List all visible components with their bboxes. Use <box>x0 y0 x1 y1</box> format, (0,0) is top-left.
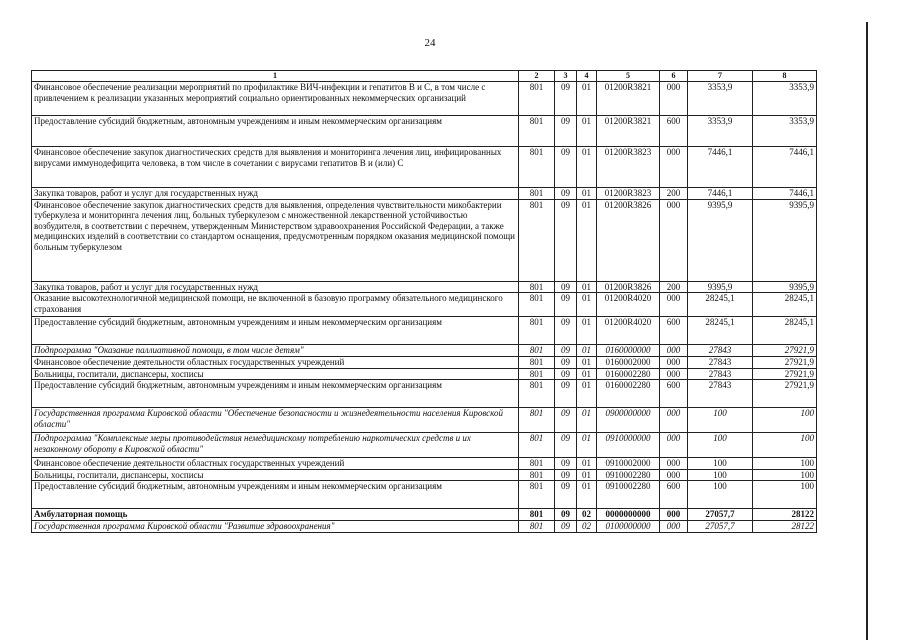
amount-col8-cell: 9395,9 <box>753 281 817 293</box>
column-header: 1 <box>32 71 519 82</box>
expense-type-cell: 000 <box>660 345 688 357</box>
row-name-cell: Закупка товаров, работ и услуг для государственных нужд <box>32 281 519 293</box>
amount-col8-cell: 100 <box>753 469 817 481</box>
row-name-cell: Государственная программа Кировской области "Обеспечение безопасности и жизнедеятельности населения Кировской области" <box>32 408 519 433</box>
target-article-cell: 0160002000 <box>597 357 660 369</box>
table-row <box>32 380 817 408</box>
target-article-cell: 0160002280 <box>597 368 660 380</box>
amount-col8-cell: 100 <box>753 481 817 509</box>
expense-type-cell: 000 <box>660 368 688 380</box>
section-code-cell: 09 <box>555 188 577 200</box>
amount-col7-cell: 100 <box>688 481 753 509</box>
amount-col8-cell: 28245,1 <box>753 317 817 345</box>
amount-col8-cell: 7446,1 <box>753 188 817 200</box>
row-name-cell: Подпрограмма "Оказание паллиативной помощи, в том числе детям" <box>32 345 519 357</box>
row-name-cell: Предоставление субсидий бюджетным, автономным учреждениям и иным некоммерческим организациям <box>32 380 519 408</box>
ministry-code-cell: 801 <box>519 380 555 408</box>
subsection-code-cell: 01 <box>577 345 597 357</box>
section-code-cell: 09 <box>555 433 577 458</box>
amount-col7-cell: 28245,1 <box>688 293 753 317</box>
row-name-cell: Финансовое обеспечение закупок диагностических средств для выявления и мониторинга лечения лиц, инфицированных вирусами иммунодефицита человека, в том числе в сочетании с вирусами гепатитов В и (или) С <box>32 147 519 188</box>
ministry-code-cell: 801 <box>519 433 555 458</box>
column-header: 5 <box>597 71 660 82</box>
table-row <box>32 116 817 147</box>
subsection-code-cell: 01 <box>577 281 597 293</box>
ministry-code-cell: 801 <box>519 469 555 481</box>
ministry-code-cell: 801 <box>519 521 555 533</box>
subsection-code-cell: 01 <box>577 433 597 458</box>
amount-col8-cell: 100 <box>753 408 817 433</box>
section-code-cell: 09 <box>555 509 577 521</box>
table-row <box>32 408 817 433</box>
amount-col7-cell: 9395,9 <box>688 199 753 281</box>
amount-col7-cell: 9395,9 <box>688 281 753 293</box>
amount-col8-cell: 27921,9 <box>753 380 817 408</box>
table-row <box>32 469 817 481</box>
row-name-cell: Подпрограмма "Комплексные меры противодействия немедицинскому потреблению наркотических средств и их незаконному обороту в Кировской области" <box>32 433 519 458</box>
ministry-code-cell: 801 <box>519 481 555 509</box>
target-article-cell: 01200R3826 <box>597 281 660 293</box>
amount-col7-cell: 100 <box>688 433 753 458</box>
ministry-code-cell: 801 <box>519 458 555 470</box>
amount-col7-cell: 28245,1 <box>688 317 753 345</box>
section-code-cell: 09 <box>555 317 577 345</box>
amount-col7-cell: 27843 <box>688 345 753 357</box>
expense-type-cell: 600 <box>660 380 688 408</box>
amount-col7-cell: 100 <box>688 408 753 433</box>
expense-type-cell: 000 <box>660 509 688 521</box>
amount-col7-cell: 3353,9 <box>688 82 753 116</box>
amount-col8-cell: 27921,9 <box>753 357 817 369</box>
amount-col7-cell: 7446,1 <box>688 147 753 188</box>
section-code-cell: 09 <box>555 147 577 188</box>
target-article-cell: 01200R3821 <box>597 116 660 147</box>
amount-col7-cell: 27057,7 <box>688 509 753 521</box>
section-code-cell: 09 <box>555 281 577 293</box>
ministry-code-cell: 801 <box>519 408 555 433</box>
amount-col7-cell: 100 <box>688 469 753 481</box>
target-article-cell: 01200R4020 <box>597 317 660 345</box>
ministry-code-cell: 801 <box>519 82 555 116</box>
table-header <box>32 71 817 82</box>
amount-col7-cell: 27843 <box>688 380 753 408</box>
target-article-cell: 01200R3826 <box>597 199 660 281</box>
row-name-cell: Финансовое обеспечение закупок диагностических средств для выявления, определения чувствительности микобактерии туберкулеза и мониторинга лечения лиц, больных туберкулезом с множественной лекарственной устойчивостью возбудителя, в соответствии с перечнем, утвержденным Министерством здравоохранения Российской Федерации, а также медицинских изделий в соответствии со стандартом оснащения, предусмотренным порядком оказания медицинской помощи больным туберкулезом <box>32 199 519 281</box>
table-row <box>32 509 817 521</box>
amount-col8-cell: 27921,9 <box>753 345 817 357</box>
amount-col8-cell: 7446,1 <box>753 147 817 188</box>
ministry-code-cell: 801 <box>519 188 555 200</box>
subsection-code-cell: 01 <box>577 368 597 380</box>
table-row <box>32 357 817 369</box>
subsection-code-cell: 01 <box>577 380 597 408</box>
ministry-code-cell: 801 <box>519 293 555 317</box>
column-number-row <box>32 71 817 82</box>
expense-type-cell: 000 <box>660 147 688 188</box>
amount-col8-cell: 28122 <box>753 521 817 533</box>
subsection-code-cell: 01 <box>577 147 597 188</box>
row-name-cell: Финансовое обеспечение деятельности областных государственных учреждений <box>32 458 519 470</box>
section-code-cell: 09 <box>555 357 577 369</box>
row-name-cell: Закупка товаров, работ и услуг для государственных нужд <box>32 188 519 200</box>
target-article-cell: 01200R4020 <box>597 293 660 317</box>
row-name-cell: Больницы, госпитали, диспансеры, хосписы <box>32 368 519 380</box>
section-code-cell: 09 <box>555 458 577 470</box>
amount-col8-cell: 3353,9 <box>753 116 817 147</box>
row-name-cell: Финансовое обеспечение реализации мероприятий по профилактике ВИЧ-инфекции и гепатитов В и С, в том числе с привлечением к реализации указанных мероприятий социально ориентированных некоммерческих организаций <box>32 82 519 116</box>
target-article-cell: 01200R3823 <box>597 188 660 200</box>
subsection-code-cell: 01 <box>577 469 597 481</box>
subsection-code-cell: 01 <box>577 293 597 317</box>
row-name-cell: Оказание высокотехнологичной медицинской помощи, не включенной в базовую программу обязательного медицинского страхования <box>32 293 519 317</box>
section-code-cell: 09 <box>555 481 577 509</box>
column-header: 4 <box>577 71 597 82</box>
target-article-cell: 0160002280 <box>597 380 660 408</box>
expense-type-cell: 000 <box>660 357 688 369</box>
table-row <box>32 199 817 281</box>
column-header: 7 <box>688 71 753 82</box>
target-article-cell: 0900000000 <box>597 408 660 433</box>
subsection-code-cell: 01 <box>577 357 597 369</box>
amount-col7-cell: 27843 <box>688 357 753 369</box>
column-header: 2 <box>519 71 555 82</box>
expense-type-cell: 000 <box>660 293 688 317</box>
expense-type-cell: 000 <box>660 458 688 470</box>
expense-type-cell: 000 <box>660 408 688 433</box>
section-code-cell: 09 <box>555 368 577 380</box>
table-row <box>32 82 817 116</box>
table-row <box>32 368 817 380</box>
ministry-code-cell: 801 <box>519 345 555 357</box>
target-article-cell: 01200R3823 <box>597 147 660 188</box>
amount-col7-cell: 3353,9 <box>688 116 753 147</box>
expense-type-cell: 000 <box>660 199 688 281</box>
expense-type-cell: 200 <box>660 188 688 200</box>
ministry-code-cell: 801 <box>519 357 555 369</box>
expense-type-cell: 000 <box>660 521 688 533</box>
target-article-cell: 0100000000 <box>597 521 660 533</box>
amount-col8-cell: 28245,1 <box>753 293 817 317</box>
section-code-cell: 09 <box>555 380 577 408</box>
amount-col7-cell: 27843 <box>688 368 753 380</box>
row-name-cell: Больницы, госпитали, диспансеры, хосписы <box>32 469 519 481</box>
section-code-cell: 09 <box>555 293 577 317</box>
subsection-code-cell: 02 <box>577 509 597 521</box>
subsection-code-cell: 01 <box>577 458 597 470</box>
target-article-cell: 0910002280 <box>597 481 660 509</box>
ministry-code-cell: 801 <box>519 317 555 345</box>
table-row <box>32 293 817 317</box>
ministry-code-cell: 801 <box>519 116 555 147</box>
subsection-code-cell: 01 <box>577 188 597 200</box>
table-row <box>32 317 817 345</box>
table-row <box>32 481 817 509</box>
table-row <box>32 521 817 533</box>
ministry-code-cell: 801 <box>519 147 555 188</box>
budget-table <box>31 70 817 533</box>
amount-col8-cell: 100 <box>753 433 817 458</box>
section-code-cell: 09 <box>555 345 577 357</box>
expense-type-cell: 600 <box>660 317 688 345</box>
row-name-cell: Предоставление субсидий бюджетным, автономным учреждениям и иным некоммерческим организациям <box>32 317 519 345</box>
expense-type-cell: 000 <box>660 82 688 116</box>
expense-type-cell: 600 <box>660 116 688 147</box>
section-code-cell: 09 <box>555 199 577 281</box>
table-row <box>32 281 817 293</box>
section-code-cell: 09 <box>555 408 577 433</box>
amount-col7-cell: 100 <box>688 458 753 470</box>
target-article-cell: 0910002000 <box>597 458 660 470</box>
table-row <box>32 345 817 357</box>
target-article-cell: 0910000000 <box>597 433 660 458</box>
subsection-code-cell: 01 <box>577 317 597 345</box>
expense-type-cell: 200 <box>660 281 688 293</box>
table-row <box>32 433 817 458</box>
ministry-code-cell: 801 <box>519 509 555 521</box>
expense-type-cell: 000 <box>660 469 688 481</box>
subsection-code-cell: 01 <box>577 408 597 433</box>
column-header: 6 <box>660 71 688 82</box>
table-row <box>32 458 817 470</box>
section-code-cell: 09 <box>555 521 577 533</box>
section-code-cell: 09 <box>555 116 577 147</box>
target-article-cell: 0000000000 <box>597 509 660 521</box>
table-row <box>32 147 817 188</box>
subsection-code-cell: 01 <box>577 116 597 147</box>
row-name-cell: Амбулаторная помощь <box>32 509 519 521</box>
subsection-code-cell: 01 <box>577 481 597 509</box>
ministry-code-cell: 801 <box>519 368 555 380</box>
table-body <box>32 82 817 533</box>
amount-col8-cell: 28122 <box>753 509 817 521</box>
section-code-cell: 09 <box>555 82 577 116</box>
amount-col8-cell: 100 <box>753 458 817 470</box>
section-code-cell: 09 <box>555 469 577 481</box>
amount-col7-cell: 27057,7 <box>688 521 753 533</box>
column-header: 3 <box>555 71 577 82</box>
expense-type-cell: 000 <box>660 433 688 458</box>
row-name-cell: Предоставление субсидий бюджетным, автономным учреждениям и иным некоммерческим организациям <box>32 116 519 147</box>
row-name-cell: Предоставление субсидий бюджетным, автономным учреждениям и иным некоммерческим организациям <box>32 481 519 509</box>
page-number: 24 <box>424 37 436 49</box>
amount-col8-cell: 27921,9 <box>753 368 817 380</box>
row-name-cell: Государственная программа Кировской области "Развитие здравоохранения" <box>32 521 519 533</box>
target-article-cell: 0910002280 <box>597 469 660 481</box>
column-header: 8 <box>753 71 817 82</box>
amount-col8-cell: 3353,9 <box>753 82 817 116</box>
subsection-code-cell: 01 <box>577 199 597 281</box>
ministry-code-cell: 801 <box>519 199 555 281</box>
row-name-cell: Финансовое обеспечение деятельности областных государственных учреждений <box>32 357 519 369</box>
expense-type-cell: 600 <box>660 481 688 509</box>
amount-col7-cell: 7446,1 <box>688 188 753 200</box>
subsection-code-cell: 01 <box>577 82 597 116</box>
subsection-code-cell: 02 <box>577 521 597 533</box>
target-article-cell: 0160000000 <box>597 345 660 357</box>
page-edge-rule <box>866 22 868 640</box>
target-article-cell: 01200R3821 <box>597 82 660 116</box>
amount-col8-cell: 9395,9 <box>753 199 817 281</box>
table-row <box>32 188 817 200</box>
ministry-code-cell: 801 <box>519 281 555 293</box>
